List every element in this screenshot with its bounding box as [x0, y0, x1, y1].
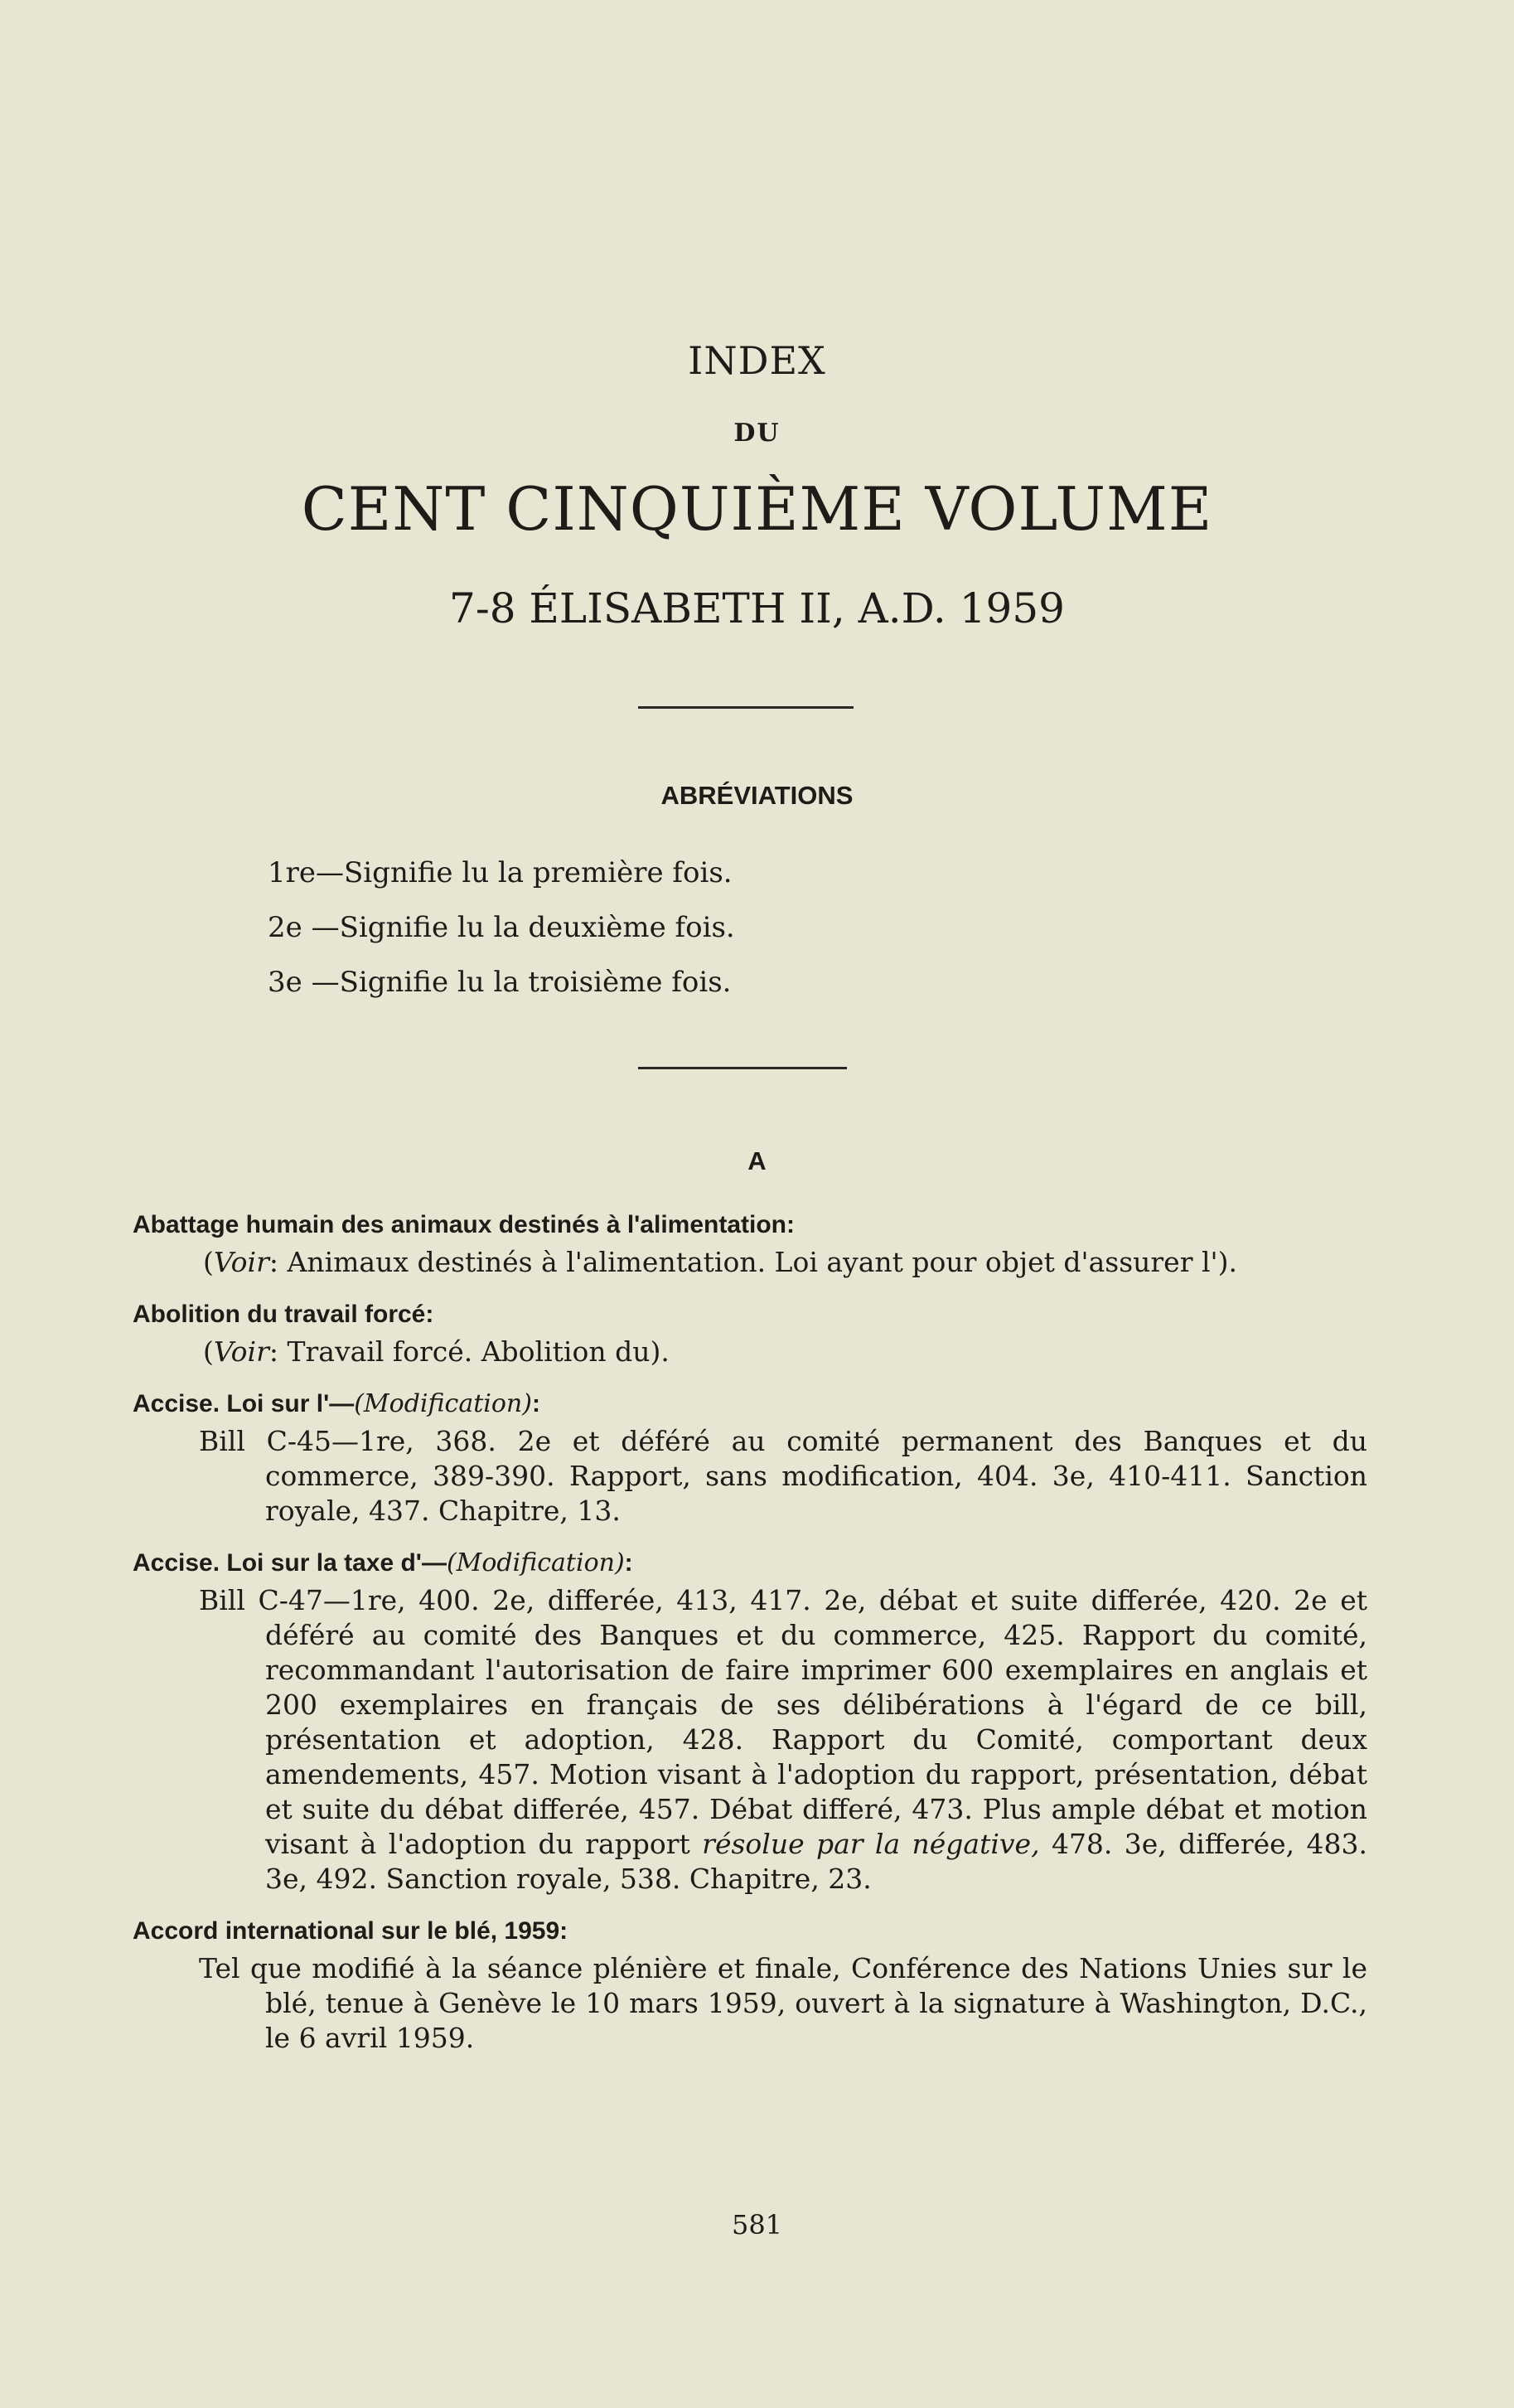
entry-heading-sub: (Modification)	[446, 1548, 625, 1577]
voir-label: Voir	[213, 1246, 269, 1278]
abbreviation-code: 1re	[268, 856, 317, 889]
entry-heading: Accord international sur le blé, 1959:	[133, 1917, 568, 1945]
voir-label: Voir	[213, 1335, 269, 1368]
entry-heading-text: Accise. Loi sur la taxe d'—	[133, 1549, 447, 1577]
entry-text: Bill C-47—1re, 400. 2e, differée, 413, 417. 2e, débat et suite differée, 420. 2e et déféré au comité des Banques et du commerce, 425. Rapport du comité, recommandant l'autorisation de faire imprimer 600 exemplaires en anglais et 200 exemplaires en français de ses délibérations à l'égard de ce bill, présentation et adoption, 428. Rapport du Comité, comportant deux amendements, 457. Motion visant à l'adoption du rapport, présentation, débat et suite du débat differée, 457. Débat differé, 473. Plus ample débat et motion visant à l'adoption du rapport	[199, 1584, 1367, 1860]
entry-body: (Voir: Travail forcé. Abolition du).	[203, 1335, 670, 1368]
abbreviation-item	[268, 900, 735, 955]
entry-heading: Accise. Loi sur l'—(Modification):	[133, 1389, 540, 1418]
divider-rule	[638, 1067, 847, 1069]
abbreviations-list	[268, 845, 735, 1010]
entry-text-italic: résolue par la négative,	[702, 1828, 1040, 1860]
entry-heading: Abattage humain des animaux destinés à l'alimentation:	[133, 1211, 795, 1238]
index-entry	[133, 1298, 1367, 1369]
abbreviation-text: —Signifie lu la deuxième fois.	[302, 911, 735, 944]
du-subtitle: DU	[733, 419, 781, 448]
index-entry	[133, 1209, 1367, 1280]
entry-body: Bill C-45—1re, 368. 2e et déféré au comité permanent des Banques et du commerce, 389-390. Rapport, sans modification, 404. 3e, 410-411. Sanction royale, 437. Chapitre, 13.	[199, 1425, 1367, 1527]
index-entry	[133, 1915, 1367, 2056]
page-number: 581	[731, 2209, 783, 2241]
abbreviations-heading: ABRÉVIATIONS	[660, 781, 854, 810]
abbreviation-item	[268, 845, 735, 900]
index-entries	[133, 1209, 1367, 2074]
volume-title: CENT CINQUIÈME VOLUME	[301, 474, 1213, 544]
section-letter: A	[747, 1146, 767, 1175]
divider-rule	[638, 706, 854, 709]
entry-body: Tel que modifié à la séance plénière et finale, Conférence des Nations Unies sur le blé, tenue à Genève le 10 mars 1959, ouvert à la signature à Washington, D.C., le 6 avril 1959.	[199, 1952, 1367, 2054]
entry-heading: Abolition du travail forcé:	[133, 1301, 434, 1328]
entry-heading-sub: (Modification)	[354, 1389, 532, 1418]
abbreviation-code: 3e	[268, 966, 302, 999]
index-entry	[133, 1388, 1367, 1529]
abbreviation-item	[268, 955, 735, 1010]
volume-year: 7-8 ÉLISABETH II, A.D. 1959	[449, 584, 1065, 632]
entry-text: 478. 3e, differée, 483. 3e, 492. Sanction royale, 538. Chapitre, 23.	[265, 1828, 1367, 1895]
entry-body	[199, 1583, 1367, 1897]
entry-heading: Accise. Loi sur la taxe d'—(Modification):	[133, 1548, 633, 1577]
abbreviation-text: —Signifie lu la troisième fois.	[302, 966, 732, 999]
index-entry	[133, 1547, 1367, 1897]
abbreviation-code: 2e	[268, 911, 302, 944]
abbreviation-text: —Signifie lu la première fois.	[316, 856, 733, 889]
entry-heading-text: Accise. Loi sur l'—	[133, 1390, 355, 1417]
entry-body: (Voir: Animaux destinés à l'alimentation. Loi ayant pour objet d'assurer l').	[203, 1246, 1237, 1278]
index-title: INDEX	[688, 338, 826, 383]
entry-text: : Travail forcé. Abolition du).	[268, 1335, 670, 1368]
entry-text: : Animaux destinés à l'alimentation. Loi ayant pour objet d'assurer l').	[268, 1246, 1237, 1278]
